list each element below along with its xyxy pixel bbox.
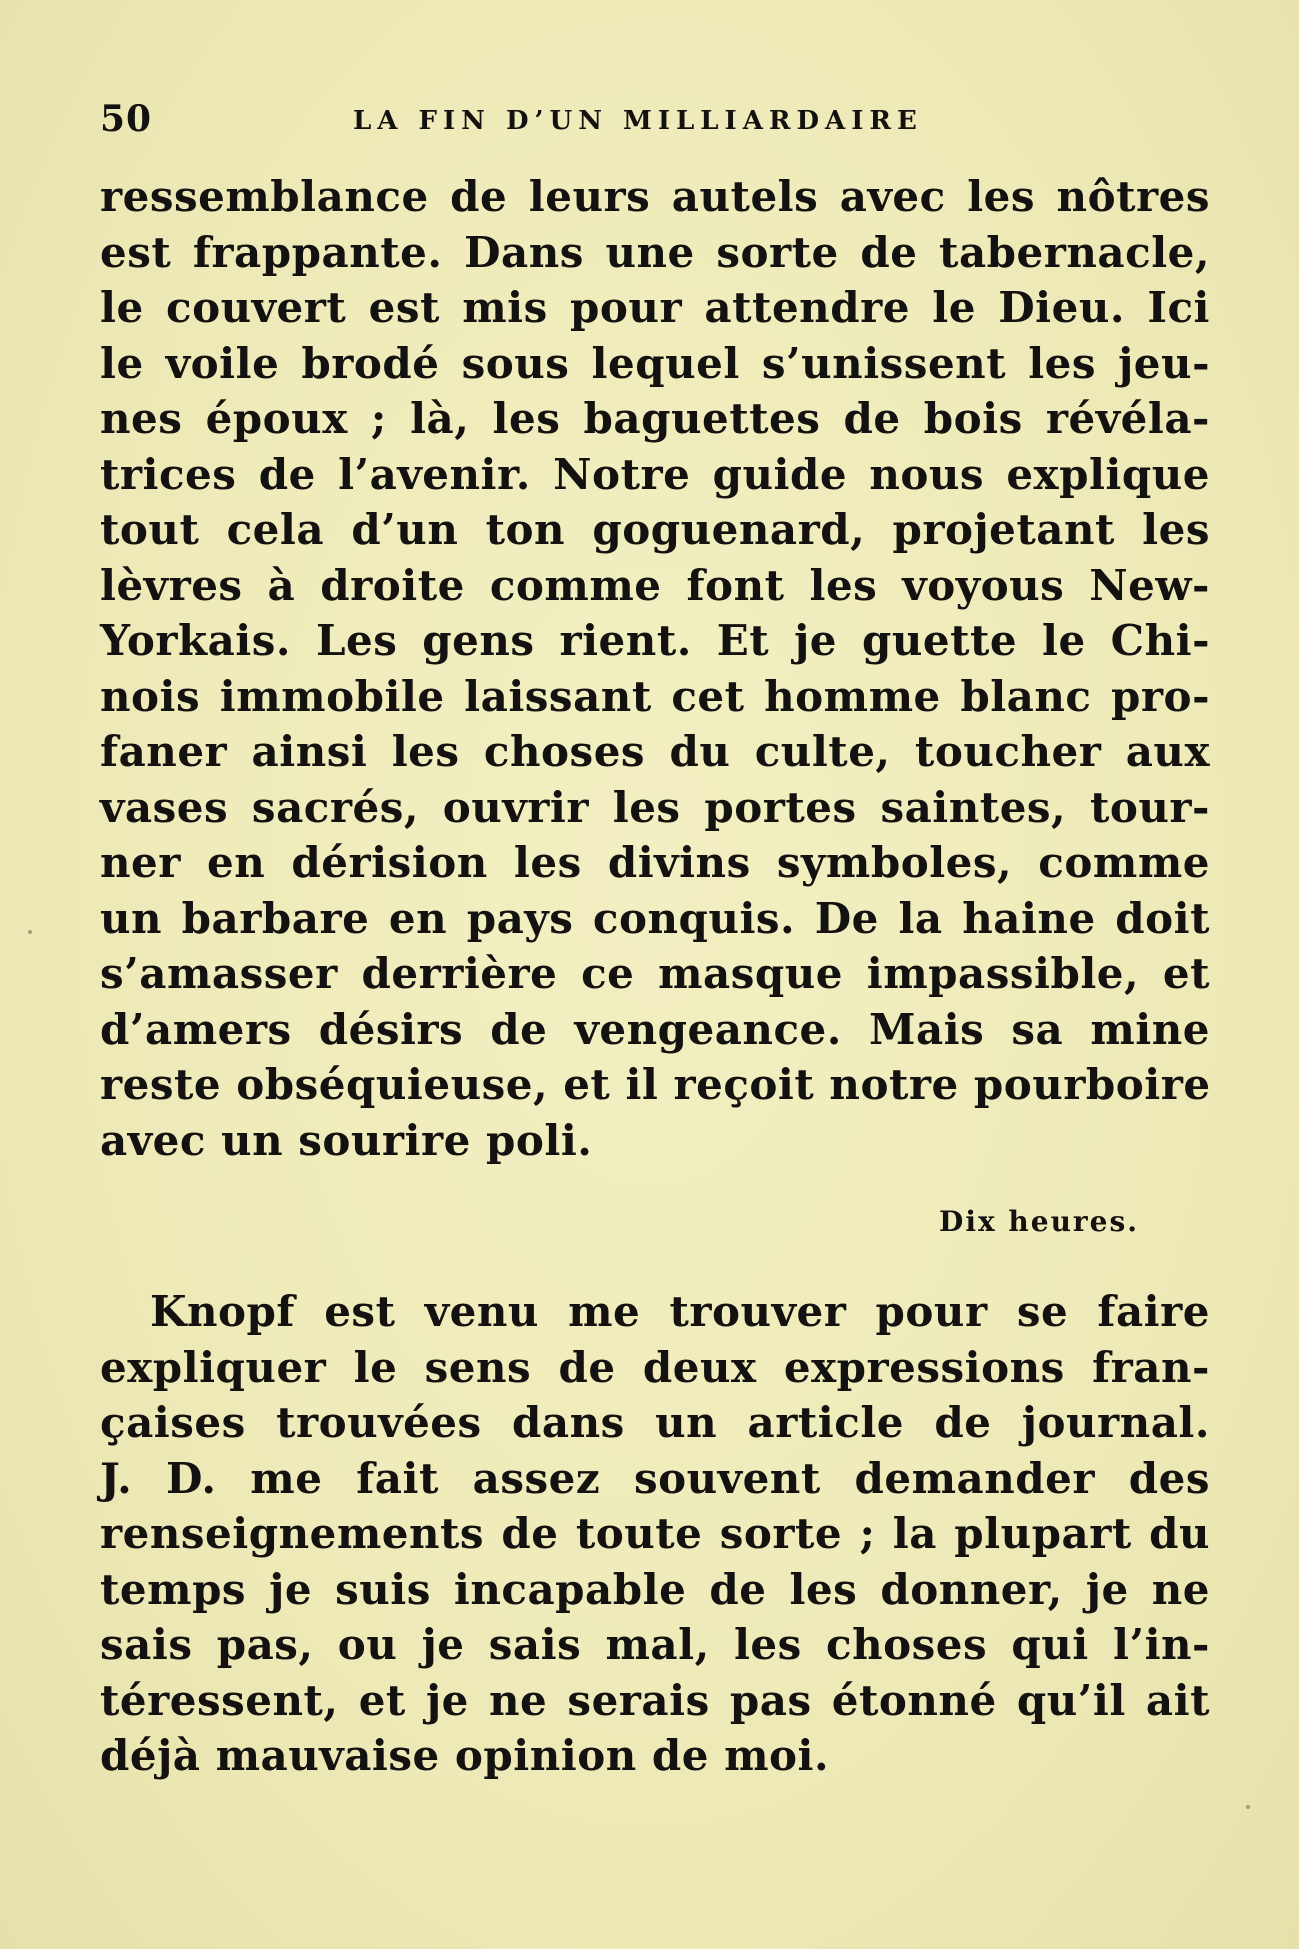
text-line: Knopf est venu me trouver pour se faire [150,1287,1210,1336]
text-line: avec un sourire poli. [100,1115,593,1165]
page-header [100,98,1210,148]
text-line: déjà mauvaise opinion de moi. [100,1731,830,1780]
text-line: nes époux ; là, les baguettes de bois révéla- [100,394,1210,443]
text-line: est frappante. Dans une sorte de tabernacle, [100,227,1210,277]
text-line: nois immobile laissant cet homme blanc pro- [100,671,1210,721]
text-line: expliquer le sens de deux expressions fran- [100,1342,1210,1392]
text-line: ner en dérision les divins symboles, comme [100,838,1210,887]
text-line: tout cela d’un ton goguenard, projetant les [100,505,1210,554]
text-line: d’amers désirs de vengeance. Mais sa mine [100,1004,1210,1054]
text-line: vases sacrés, ouvrir les portes saintes, tour- [100,782,1210,832]
text-line: çaises trouvées dans un article de journal. [100,1398,1210,1447]
text-line: ressemblance de leurs autels avec les nôtres [100,172,1210,221]
text-line: J. D. me fait assez souvent demander des [100,1453,1210,1503]
text-line: téressent, et je ne serais pas étonné qu’il ait [100,1675,1210,1725]
text-line: renseignements de toute sorte ; la plupart du [100,1509,1210,1558]
body-paragraph-1 [100,169,1210,1168]
running-title: LA FIN D’UN MILLIARDAIRE [353,106,923,136]
paper-speck [1246,1805,1250,1809]
page-number: 50 [100,98,153,140]
body-paragraph-2 [100,1284,1210,1784]
text-line: trices de l’avenir. Notre guide nous explique [100,449,1210,499]
text-line: sais pas, ou je sais mal, les choses qui l’in- [100,1620,1210,1669]
paper-speck [28,930,32,934]
text-line: lèvres à droite comme font les voyous New- [100,560,1210,610]
text-line: le couvert est mis pour attendre le Dieu. Ici [100,283,1210,332]
section-heading: Dix heures. [939,1205,1139,1238]
text-line: Yorkais. Les gens rient. Et je guette le Chi- [100,616,1210,665]
text-line: temps je suis incapable de les donner, je ne [100,1564,1210,1614]
text-line: le voile brodé sous lequel s’unissent les jeu- [100,338,1210,388]
text-line: un barbare en pays conquis. De la haine doit [100,893,1210,943]
text-line: faner ainsi les choses du culte, toucher aux [100,727,1210,776]
text-line: reste obséquieuse, et il reçoit notre pourboire [100,1060,1211,1109]
text-line: s’amasser derrière ce masque impassible, et [100,949,1210,998]
